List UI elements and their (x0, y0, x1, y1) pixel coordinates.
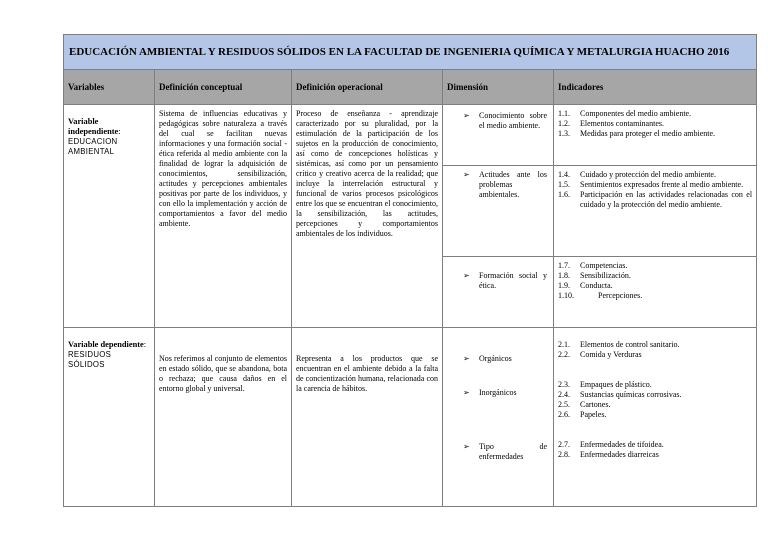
indicator-item (558, 170, 752, 180)
indicator-cell (554, 105, 757, 166)
indicator-group (558, 360, 752, 420)
variable-name: EDUCACION AMBIENTAL (68, 137, 118, 156)
indicator-number: 2.5. (558, 400, 570, 409)
dimension-text: Formación social y ética. (479, 271, 547, 290)
dimension-cell (443, 166, 554, 257)
arrow-bullet-icon: ➢ (463, 388, 470, 397)
table-title: EDUCACIÓN AMBIENTAL Y RESIDUOS SÓLIDOS EN LA FACULTAD DE INGENIERIA QUÍMICA Y METALURGIA HUACHO 2016 (64, 35, 757, 70)
arrow-bullet-icon: ➢ (463, 111, 470, 120)
indicator-number: 2.7. (558, 440, 570, 449)
header-row (64, 70, 757, 105)
variable-cell (64, 328, 155, 507)
variable-separator: : (143, 340, 147, 349)
indicator-item (558, 180, 752, 190)
indicator-item (558, 380, 752, 390)
dimension-item (443, 166, 553, 200)
indicator-item (558, 390, 752, 400)
header-operacional: Definición operacional (292, 70, 443, 105)
indicator-number: 1.10. (558, 291, 574, 300)
indicator-number: 2.8. (558, 450, 570, 459)
header-conceptual: Definición conceptual (155, 70, 292, 105)
indicator-text: Sensibilización. (580, 271, 631, 280)
indicator-number: 1.7. (558, 261, 570, 270)
table-row (64, 328, 757, 507)
indicator-group (558, 420, 752, 460)
header-indicadores: Indicadores (554, 70, 757, 105)
conceptual-definition: Sistema de influencias educativas y pedagógicas sobre naturaleza a través del cual se facilitan nuevas informaciones y una formación social - ética referida al medio ambiente con la finalidad de lograr la adquisición de conocimientos, sensibilización, actitudes y percepciones ambientales positivas por parte de los individuos, y con ello la implementación y acción de comportamientos a favor del medio ambiente. (155, 105, 292, 328)
operationalization-table (63, 34, 757, 507)
indicator-text: Cartones. (580, 400, 611, 409)
indicator-text: Medidas para proteger el medio ambiente. (580, 129, 716, 138)
indicator-number: 1.8. (558, 271, 570, 280)
arrow-bullet-icon: ➢ (463, 442, 470, 451)
indicator-number: 1.3. (558, 129, 570, 138)
indicator-text: Enfermedades diarreicas (580, 450, 659, 459)
indicator-text: Comida y Verduras (580, 350, 642, 359)
indicator-text: Papeles. (580, 410, 607, 419)
indicator-number: 2.4. (558, 390, 570, 399)
indicator-number: 1.6. (558, 190, 570, 199)
dimension-cell (443, 257, 554, 328)
indicator-item (558, 271, 752, 281)
arrow-bullet-icon: ➢ (463, 354, 470, 363)
indicator-item (558, 350, 752, 360)
indicator-item (558, 440, 752, 450)
arrow-bullet-icon: ➢ (463, 271, 470, 280)
dimension-item (443, 257, 553, 291)
header-dimension: Dimensión (443, 70, 554, 105)
dimension-item (443, 105, 553, 131)
indicator-number: 1.5. (558, 180, 570, 189)
indicator-number: 1.9. (558, 281, 570, 290)
table-row (64, 105, 757, 166)
indicator-item (558, 400, 752, 410)
indicator-number: 1.2. (558, 119, 570, 128)
indicator-item (558, 190, 752, 210)
dimension-cell (443, 328, 554, 507)
indicator-number: 2.2. (558, 350, 570, 359)
indicator-cell (554, 166, 757, 257)
dimension-item (443, 364, 553, 398)
indicator-number: 1.4. (558, 170, 570, 179)
header-variables: Variables (64, 70, 155, 105)
arrow-bullet-icon: ➢ (463, 170, 470, 179)
indicator-number: 2.3. (558, 380, 570, 389)
indicator-item (558, 261, 752, 271)
indicator-text: Participación en las actividades relacionadas con el cuidado y la protección del medio ambiente. (580, 190, 753, 209)
variable-label: Variable dependiente (68, 340, 144, 349)
dimension-text: Actitudes ante los problemas ambientales. (479, 170, 547, 199)
indicator-text: Sentimientos expresados frente al medio ambiente. (580, 180, 744, 189)
operational-definition: Proceso de enseñanza - aprendizaje caracterizado por su pluralidad, por la estimulación de la participación de los sujetos en la producción de conocimiento, así como de concepciones holísticas y sistémicas, así como por un pensamiento crítico y creativo acerca de la realidad; que incluye la interrelación estructural y funcional de varios procesos psicológicos entre los que se encuentran el conocimiento, la sensibilización, las actitudes, percepciones y comportamientos ambientales de los individuos. (292, 105, 443, 328)
indicator-group (558, 340, 752, 360)
dimension-text: Conocimiento sobre el medio ambiente. (479, 111, 547, 130)
indicator-item (558, 450, 752, 460)
indicator-text: Elementos contaminantes. (580, 119, 664, 128)
indicator-text: Enfermedades de tifoidea. (580, 440, 664, 449)
dimension-text: Inorgánicos (479, 388, 517, 397)
indicator-text: Empaques de plástico. (580, 380, 652, 389)
indicator-text: Cuidado y protección del medio ambiente. (580, 170, 716, 179)
dimension-item (443, 398, 553, 462)
indicator-item (558, 119, 752, 129)
dimension-text: Tipo de enfermedades (479, 442, 547, 461)
indicator-cell (554, 328, 757, 507)
variable-cell (64, 105, 155, 328)
indicator-number: 2.1. (558, 340, 570, 349)
indicator-number: 2.6. (558, 410, 570, 419)
indicator-item (558, 109, 752, 119)
variable-name: RESIDUOS SÓLIDOS (68, 350, 112, 369)
indicator-item (558, 291, 752, 301)
variable-label: Variable independiente (68, 117, 119, 136)
indicator-text: Conducta. (580, 281, 613, 290)
indicator-item (558, 340, 752, 350)
dimension-cell (443, 105, 554, 166)
operational-definition: Representa a los productos que se encuentran en el ambiente debido a la falta de concientización humana, relacionada con la carencia de hábitos. (292, 328, 443, 507)
indicator-text: Elementos de control sanitario. (580, 340, 680, 349)
indicator-text: Sustancias químicas corrosivas. (580, 390, 682, 399)
indicator-cell (554, 257, 757, 328)
indicator-text: Componentes del medio ambiente. (580, 109, 692, 118)
indicator-number: 1.1. (558, 109, 570, 118)
indicator-text: Competencias. (580, 261, 628, 270)
dimension-text: Orgánicos (479, 354, 512, 363)
dimension-item (443, 328, 553, 364)
indicator-item (558, 410, 752, 420)
indicator-item (558, 129, 752, 139)
indicator-text: Percepciones. (598, 291, 643, 300)
conceptual-definition: Nos referimos al conjunto de elementos en estado sólido, que se abandona, bota o rechaza; que causa daños en el entorno global y universal. (155, 328, 292, 507)
variable-separator: : (118, 127, 121, 136)
operationalization-sheet (63, 34, 756, 507)
indicator-item (558, 281, 752, 291)
